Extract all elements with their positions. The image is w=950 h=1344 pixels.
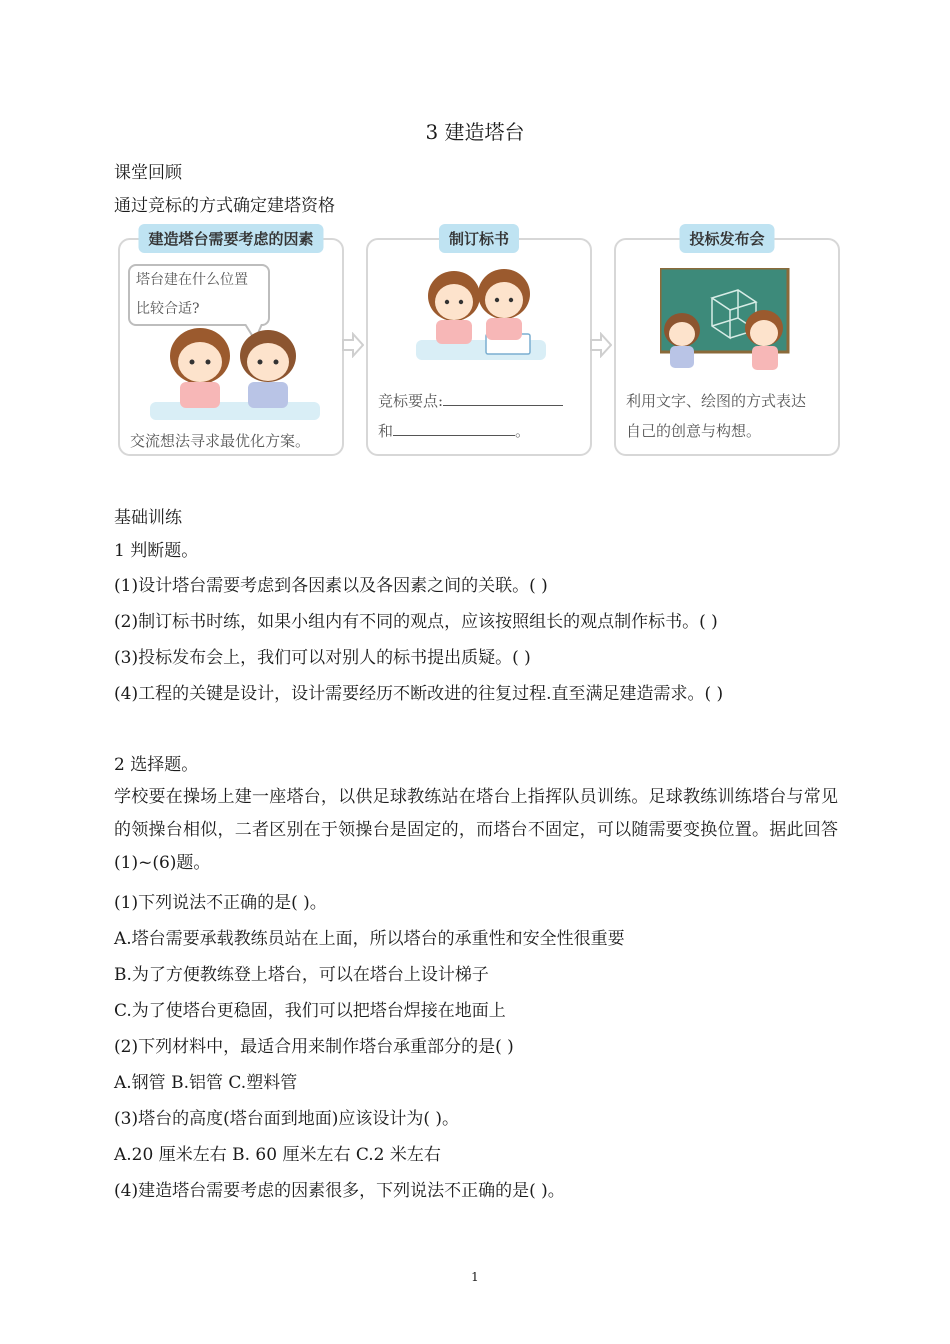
panel-factors: [118, 230, 344, 456]
bubble-line-2: 比较合适?: [136, 301, 200, 317]
blackboard-presentation-illustration: [660, 268, 792, 378]
panel-factors-caption: 交流想法寻求最优化方案。: [130, 432, 311, 450]
q2-line: (2)下列材料中，最适合用来制作塔台承重部分的是( ): [114, 1037, 514, 1057]
q2-line: A.20 厘米左右 B. 60 厘米左右 C.2 米左右: [114, 1145, 441, 1165]
q2-line: (4)建造塔台需要考虑的因素很多，下列说法不正确的是( )。: [114, 1181, 565, 1201]
intro-text: 通过竞标的方式确定建塔资格: [114, 196, 335, 216]
q1-heading: 1 判断题。: [114, 541, 199, 561]
q1-item: (1)设计塔台需要考虑到各因素以及各因素之间的关联。( ): [114, 576, 548, 596]
arrow-right-icon: [590, 332, 612, 358]
q1-item: (2)制订标书时练，如果小组内有不同的观点，应该按照组长的观点制作标书。( ): [114, 612, 718, 632]
arrow-right-icon: [342, 332, 364, 358]
q2-line: C.为了使塔台更稳固，我们可以把塔台焊接在地面上: [114, 1001, 506, 1021]
q2-stem: 学校要在操场上建一座塔台，以供足球教练站在塔台上指挥队员训练。足球教练训练塔台与常见的领操台相似，二者区别在于领操台是固定的，而塔台不固定，可以随需要变换位置。据此回答(1)~(6)题。: [114, 787, 838, 873]
q1-item: (3)投标发布会上，我们可以对别人的标书提出质疑。( ): [114, 648, 531, 668]
presentation-line-1: 利用文字、绘图的方式表达: [626, 392, 807, 410]
speech-bubble: [128, 264, 270, 326]
q2-line: (1)下列说法不正确的是( )。: [114, 893, 327, 913]
q2-line: A.塔台需要承载教练员站在上面，所以塔台的承重性和安全性很重要: [114, 929, 625, 949]
tender-and-label: 和: [378, 422, 394, 440]
bubble-line-1: 塔台建在什么位置: [136, 272, 248, 288]
tender-blank-1: [443, 391, 563, 406]
tender-blank-2: [393, 421, 515, 436]
tender-second-line: [378, 420, 530, 441]
tender-period: 。: [515, 422, 531, 440]
section-heading-basic: 基础训练: [114, 508, 182, 528]
panel-tender: [366, 230, 592, 456]
panel-tender-heading: 制订标书: [439, 224, 519, 253]
q2-line: B.为了方便教练登上塔台，可以在塔台上设计梯子: [114, 965, 489, 985]
process-illustration: [118, 222, 840, 458]
tender-points-label: 竞标要点:: [378, 392, 444, 410]
panel-presentation: [614, 230, 840, 456]
panel-factors-heading: 建造塔台需要考虑的因素: [138, 224, 323, 253]
section-heading-review: 课堂回顾: [114, 163, 182, 183]
page-number: 1: [471, 1270, 479, 1284]
q2-line: (3)塔台的高度(塔台面到地面)应该设计为( )。: [114, 1109, 460, 1129]
q1-item: (4)工程的关键是设计，设计需要经历不断改进的往复过程.直至满足建造需求。( ): [114, 684, 724, 704]
children-writing-illustration: [416, 268, 546, 368]
page-title: 3 建造塔台: [425, 120, 525, 144]
panel-presentation-heading: 投标发布会: [679, 224, 774, 253]
q2-heading: 2 选择题。: [114, 755, 199, 775]
children-discussing-illustration: [150, 324, 320, 424]
tender-points-line: [378, 390, 563, 411]
presentation-line-2: 自己的创意与构想。: [626, 422, 762, 440]
q2-line: A.钢管 B.铝管 C.塑料管: [114, 1073, 298, 1093]
